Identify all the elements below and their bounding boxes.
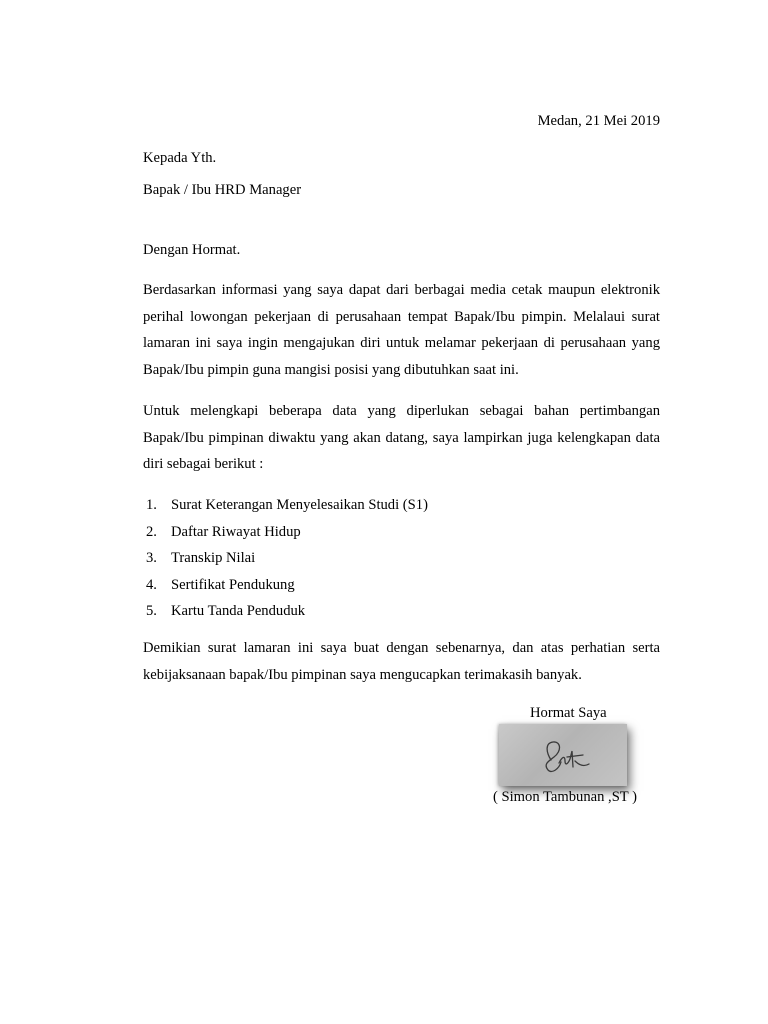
list-item-label: Daftar Riwayat Hidup: [171, 523, 301, 540]
recipient-line-1: Kepada Yth.: [143, 150, 217, 166]
list-item: [146, 492, 428, 519]
signature-image: [499, 724, 627, 786]
recipient-line-2: Bapak / Ibu HRD Manager: [143, 182, 302, 198]
list-item-label: Kartu Tanda Penduduk: [171, 603, 306, 619]
list-item-label: Transkip Nilai: [171, 550, 256, 566]
greeting: Dengan Hormat.: [143, 242, 241, 258]
list-item-number: 2.: [146, 523, 157, 540]
list-item: [146, 519, 428, 546]
list-item-number: 1.: [146, 497, 157, 513]
list-item-number: 5.: [146, 603, 157, 619]
list-item-label: Surat Keterangan Menyelesaikan Studi (S1): [171, 497, 428, 513]
recipient-block: [143, 149, 301, 213]
signer-name: ( Simon Tambunan ,ST ): [493, 789, 637, 805]
paragraph-attachments-intro: Untuk melengkapi beberapa data yang diperlukan sebagai bahan pertimbangan Bapak/Ibu pimpinan diwaktu yang akan datang, saya lampirkan juga kelengkapan data diri sebagai berikut :: [143, 403, 660, 472]
letter-date: Medan, 21 Mei 2019: [537, 113, 660, 129]
closing-salutation: Hormat Saya: [530, 705, 607, 721]
list-item: [146, 572, 428, 599]
list-item-label: Sertifikat Pendukung: [171, 576, 295, 593]
paragraph-closing: Demikian surat lamaran ini saya buat dengan sebenarnya, dan atas perhatian serta kebijaksanaan bapak/Ibu pimpinan saya mengucapkan terimakasih banyak.: [143, 640, 660, 683]
paragraph-intro: Berdasarkan informasi yang saya dapat dari berbagai media cetak maupun elektronik perihal lowongan pekerjaan di perusahaan tempat Bapak/Ibu pimpin. Melalaui surat lamaran ini saya ingin mengajukan diri untuk melamar pekerjaan di perusahaan yang Bapak/Ibu pimpin guna mangisi posisi yang dibutuhkan saat ini.: [143, 282, 660, 378]
attachment-list: [146, 492, 428, 625]
list-item-number: 3.: [146, 550, 157, 566]
list-item-number: 4.: [146, 576, 157, 593]
list-item: [146, 598, 428, 625]
handwritten-signature-icon: [499, 724, 627, 786]
list-item: [146, 545, 428, 572]
